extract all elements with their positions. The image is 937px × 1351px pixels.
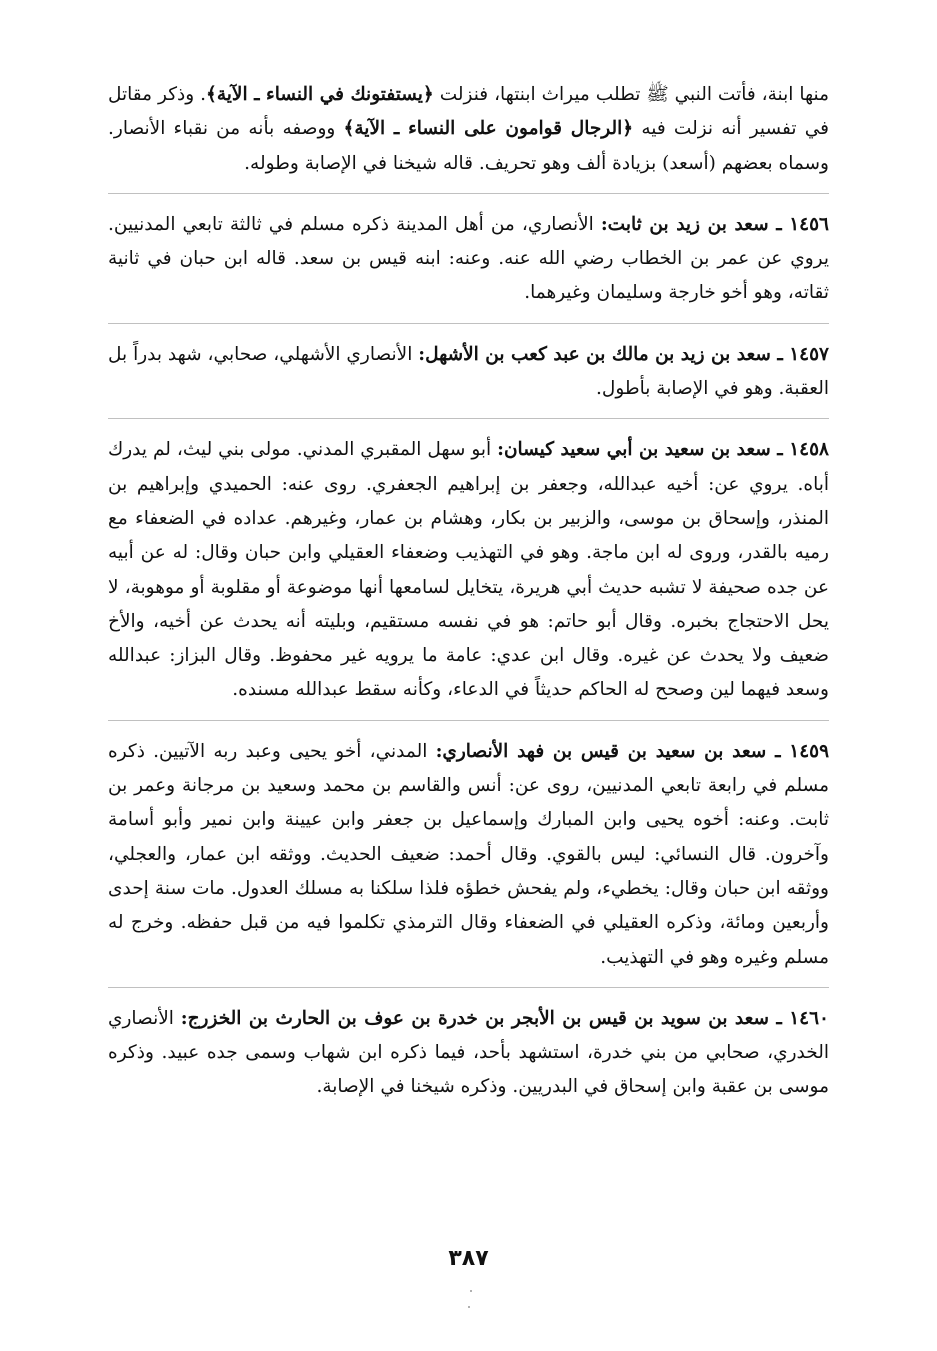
entry-heading: ١٤٥٦ ـ سعد بن زيد بن ثابت: (600, 213, 829, 235)
section-divider (108, 720, 829, 721)
entry-1457 (108, 338, 829, 407)
entry-1456 (108, 208, 829, 311)
quran-quote-2: ﴿الرجال قوامون على النساء ـ الآية﴾ (343, 118, 634, 140)
entry-body: المدني، أخو يحيى وعبد ربه الآتيين. ذكره مسلم في رابعة تابعي المدنيين، روى عن: أنس والقاسم بن محمد وسعيد بن مرجانة وعمر بن ثابت. وعنه: أخوه يحيى وابن المبارك وإسماعيل بن جعفر وابن عيينة وابن نمير وأبو أسامة وآخرون. قال النسائي: ليس بالقوي. وقال أحمد: ضعيف الحديث. ووثقه ابن عمار، والعجلي، ووثقه ابن حبان وقال: يخطيء، ولم يفحش خطؤه فلذا سلكنا به مسلك العدول. مات سنة إحدى وأربعين ومائة، وذكره العقيلي في الضعفاء وقال الترمذي تكلموا فيه من قبل حفظه. وخرج له مسلم وغيره وهو في التهذيب. (108, 740, 829, 968)
scan-speck (468, 1306, 470, 1308)
entry-1458 (108, 433, 829, 707)
entry-body: الأنصاري الأشهلي، صحابي، شهد بدراً بل العقبة. وهو في الإصابة بأطول. (108, 343, 829, 400)
page-number: ٣٨٧ (448, 1246, 489, 1271)
entry-heading: ١٤٥٧ ـ سعد بن زيد بن مالك بن عبد كعب بن الأشهل: (418, 343, 829, 365)
scan-speck (470, 1290, 472, 1292)
section-divider (108, 987, 829, 988)
entry-body: الأنصاري، من أهل المدينة ذكره مسلم في ثالثة تابعي المدنيين. يروي عن عمر بن الخطاب رضي الله عنه. وعنه: ابنه قيس بن سعد. قاله ابن حبان في ثانية ثقاته، وهو أخو خارجة وسليمان وغيرهما. (108, 213, 829, 304)
entry-body: الأنصاري الخدري، صحابي من بني خدرة، استشهد بأحد، فيما ذكره ابن شهاب وسمى جده عبيد. وذكره موسى بن عقبة وابن إسحاق في البدريين. وذكره شيخنا في الإصابة. (108, 1007, 829, 1098)
section-divider (108, 418, 829, 419)
intro-text-1: منها ابنة، فأتت النبي ﷺ تطلب ميراث ابنتها، فنزلت (433, 84, 829, 105)
entry-1459 (108, 735, 829, 975)
intro-text-3: ووصفه بأنه من نقباء الأنصار. وسماه بعضهم (أسعد) بزيادة ألف وهو تحريف. قاله شيخنا في الإصابة وطوله. (108, 118, 829, 174)
entry-1460 (108, 1002, 829, 1105)
intro-text-2: . وذكر مقاتل في تفسير أنه نزلت فيه (108, 84, 829, 140)
quran-quote-1: ﴿يستفتونك في النساء ـ الآية﴾ (206, 84, 434, 105)
section-divider (108, 193, 829, 194)
entry-heading: ١٤٥٩ ـ سعد بن سعيد بن قيس بن فهد الأنصاري: (435, 740, 830, 762)
section-divider (108, 323, 829, 324)
entry-body: أبو سهل المقبري المدني. مولى بني ليث، لم يدرك أباه. يروي عن: أخيه عبدالله، وجعفر بن إبراهيم الجعفري. روى عنه: الحميدي وإبراهيم بن المنذر، وإسحاق بن موسى، والزبير بن بكار، وهشام بن عمار، وغيرهم. عداده في الضعفاء مع رميه بالقدر، وروى له ابن ماجة. وهو في التهذيب وضعفاء العقيلي وابن حبان وقال: له عن أبيه عن جده صحيفة لا تشبه حديث أبي هريرة، يتخايل لسامعها أنها موضوعة أو مقلوبة أو موهوبة، لا يحل الاحتجاج بخبره. وقال أبو حاتم: هو في نفسه مستقيم، وبليته أنه يحدث عن أخيه، والأخ ضعيف ولا يحدث عن غيره. وقال ابن عدي: عامة ما يرويه غير محفوظ. وقال البزاز: عبدالله وسعد فيهما لين وصحح له الحاكم حديثاً في الدعاء، وكأنه سقط عبدالله مسنده. (108, 439, 829, 701)
entry-heading: ١٤٦٠ ـ سعد بن سويد بن قيس بن الأبجر بن خدرة بن عوف بن الحارث بن الخزرج: (180, 1007, 829, 1029)
entry-heading: ١٤٥٨ ـ سعد بن سعيد بن أبي سعيد كيسان: (497, 439, 829, 461)
intro-paragraph (108, 78, 829, 181)
